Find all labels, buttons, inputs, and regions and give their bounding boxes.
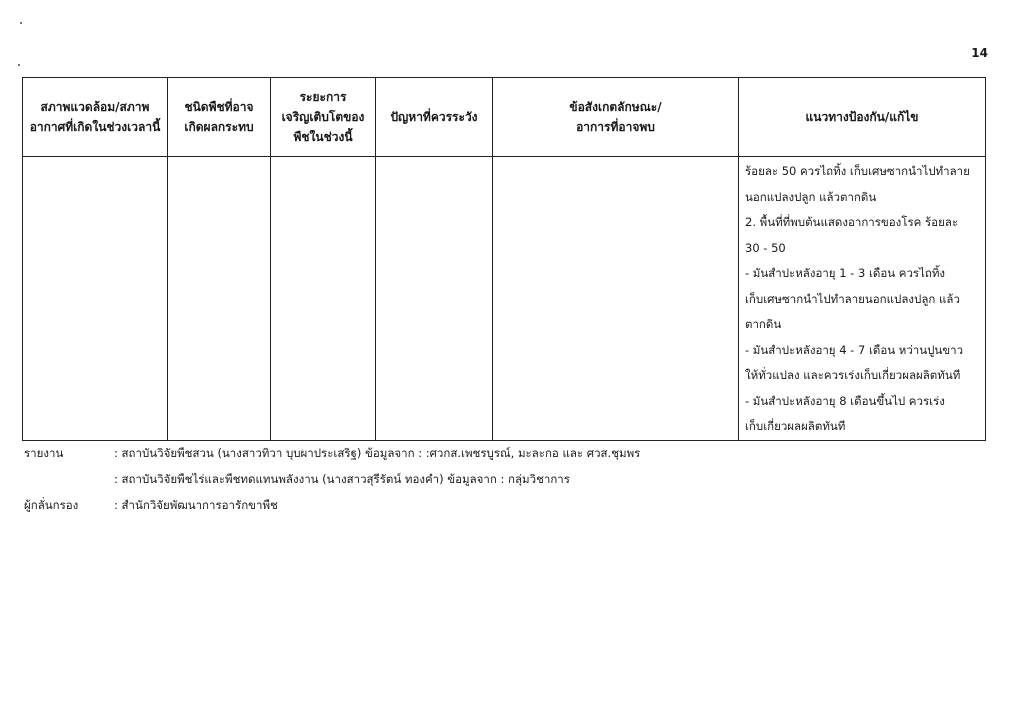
header-growth-stage bbox=[271, 78, 376, 157]
recommendation-table bbox=[22, 77, 986, 441]
report-source-1: : สถาบันวิจัยพืชสวน (นางสาวทิวา บุบผาประเสริฐ) ข้อมูลจาก : :ศวกส.เพชรบูรณ์, มะละกอ และ ศวส.ชุมพร bbox=[114, 446, 641, 460]
table-row bbox=[23, 157, 986, 441]
prevention-line: เก็บเกี่ยวผลผลิตทันที bbox=[745, 419, 846, 433]
footer-report-row bbox=[24, 440, 984, 466]
cell-growth-stage bbox=[271, 157, 376, 441]
header-line: แนวทางป้องกัน/แก้ไข bbox=[805, 110, 919, 124]
footer-screener-row bbox=[24, 492, 984, 518]
report-label: รายงาน bbox=[24, 446, 64, 460]
report-footer bbox=[24, 440, 984, 518]
header-environment bbox=[23, 78, 168, 157]
prevention-line: - มันสำปะหลังอายุ 1 - 3 เดือน ควรไถทิ้ง bbox=[745, 266, 946, 280]
screener-text: : สำนักวิจัยพัฒนาการอารักขาพืช bbox=[114, 498, 278, 512]
table-header-row bbox=[23, 78, 986, 157]
prevention-line: ตากดิน bbox=[745, 317, 782, 331]
prevention-line: 2. พื้นที่ที่พบต้นแสดงอาการของโรค ร้อยละ bbox=[745, 215, 959, 229]
header-prevention bbox=[739, 78, 986, 157]
cell-affected-crop bbox=[168, 157, 271, 441]
header-line: เกิดผลกระทบ bbox=[184, 120, 254, 134]
header-line: สภาพแวดล้อม/สภาพ bbox=[40, 100, 150, 114]
cell-problems bbox=[376, 157, 493, 441]
prevention-line: - มันสำปะหลังอายุ 8 เดือนขึ้นไป ควรเร่ง bbox=[745, 393, 945, 408]
prevention-line: - มันสำปะหลังอายุ 4 - 7 เดือน หว่านปูนขาว bbox=[745, 342, 964, 357]
footer-report-row-2 bbox=[24, 466, 984, 492]
header-line: ปัญหาที่ควรระวัง bbox=[390, 110, 478, 124]
prevention-line: 30 - 50 bbox=[745, 240, 786, 255]
prevention-line: ให้ทั่วแปลง และควรเร่งเก็บเกี่ยวผลผลิตทันที bbox=[745, 368, 961, 382]
scan-speck bbox=[18, 64, 20, 66]
header-line: เจริญเติบโตของ bbox=[281, 110, 365, 124]
header-line: ชนิดพืชที่อาจ bbox=[184, 100, 254, 114]
cell-symptoms bbox=[493, 157, 739, 441]
header-line: ระยะการ bbox=[299, 90, 347, 104]
screener-label: ผู้กลั่นกรอง bbox=[24, 498, 79, 512]
header-symptoms bbox=[493, 78, 739, 157]
page-number: 14 bbox=[971, 46, 988, 60]
header-problems bbox=[376, 78, 493, 157]
header-line: อาการที่อาจพบ bbox=[576, 120, 655, 134]
prevention-line: เก็บเศษซากนำไปทำลายนอกแปลงปลูก แล้ว bbox=[745, 291, 960, 306]
cell-environment bbox=[23, 157, 168, 441]
header-line: อากาศที่เกิดในช่วงเวลานี้ bbox=[29, 120, 161, 134]
report-source-2: : สถาบันวิจัยพืชไร่และพืชทดแทนพลังงาน (นางสาวสุรีรัตน์ ทองคำ) ข้อมูลจาก : กลุ่มวิชาการ bbox=[114, 472, 570, 486]
header-line: พืชในช่วงนี้ bbox=[293, 130, 353, 144]
prevention-line: ร้อยละ 50 ควรไถทิ้ง เก็บเศษซากนำไปทำลาย bbox=[745, 164, 970, 178]
header-affected-crop bbox=[168, 78, 271, 157]
cell-prevention bbox=[739, 157, 986, 441]
prevention-line: นอกแปลงปลูก แล้วตากดิน bbox=[745, 189, 877, 204]
scan-speck bbox=[20, 22, 22, 24]
header-line: ข้อสังเกตลักษณะ/ bbox=[569, 100, 662, 114]
